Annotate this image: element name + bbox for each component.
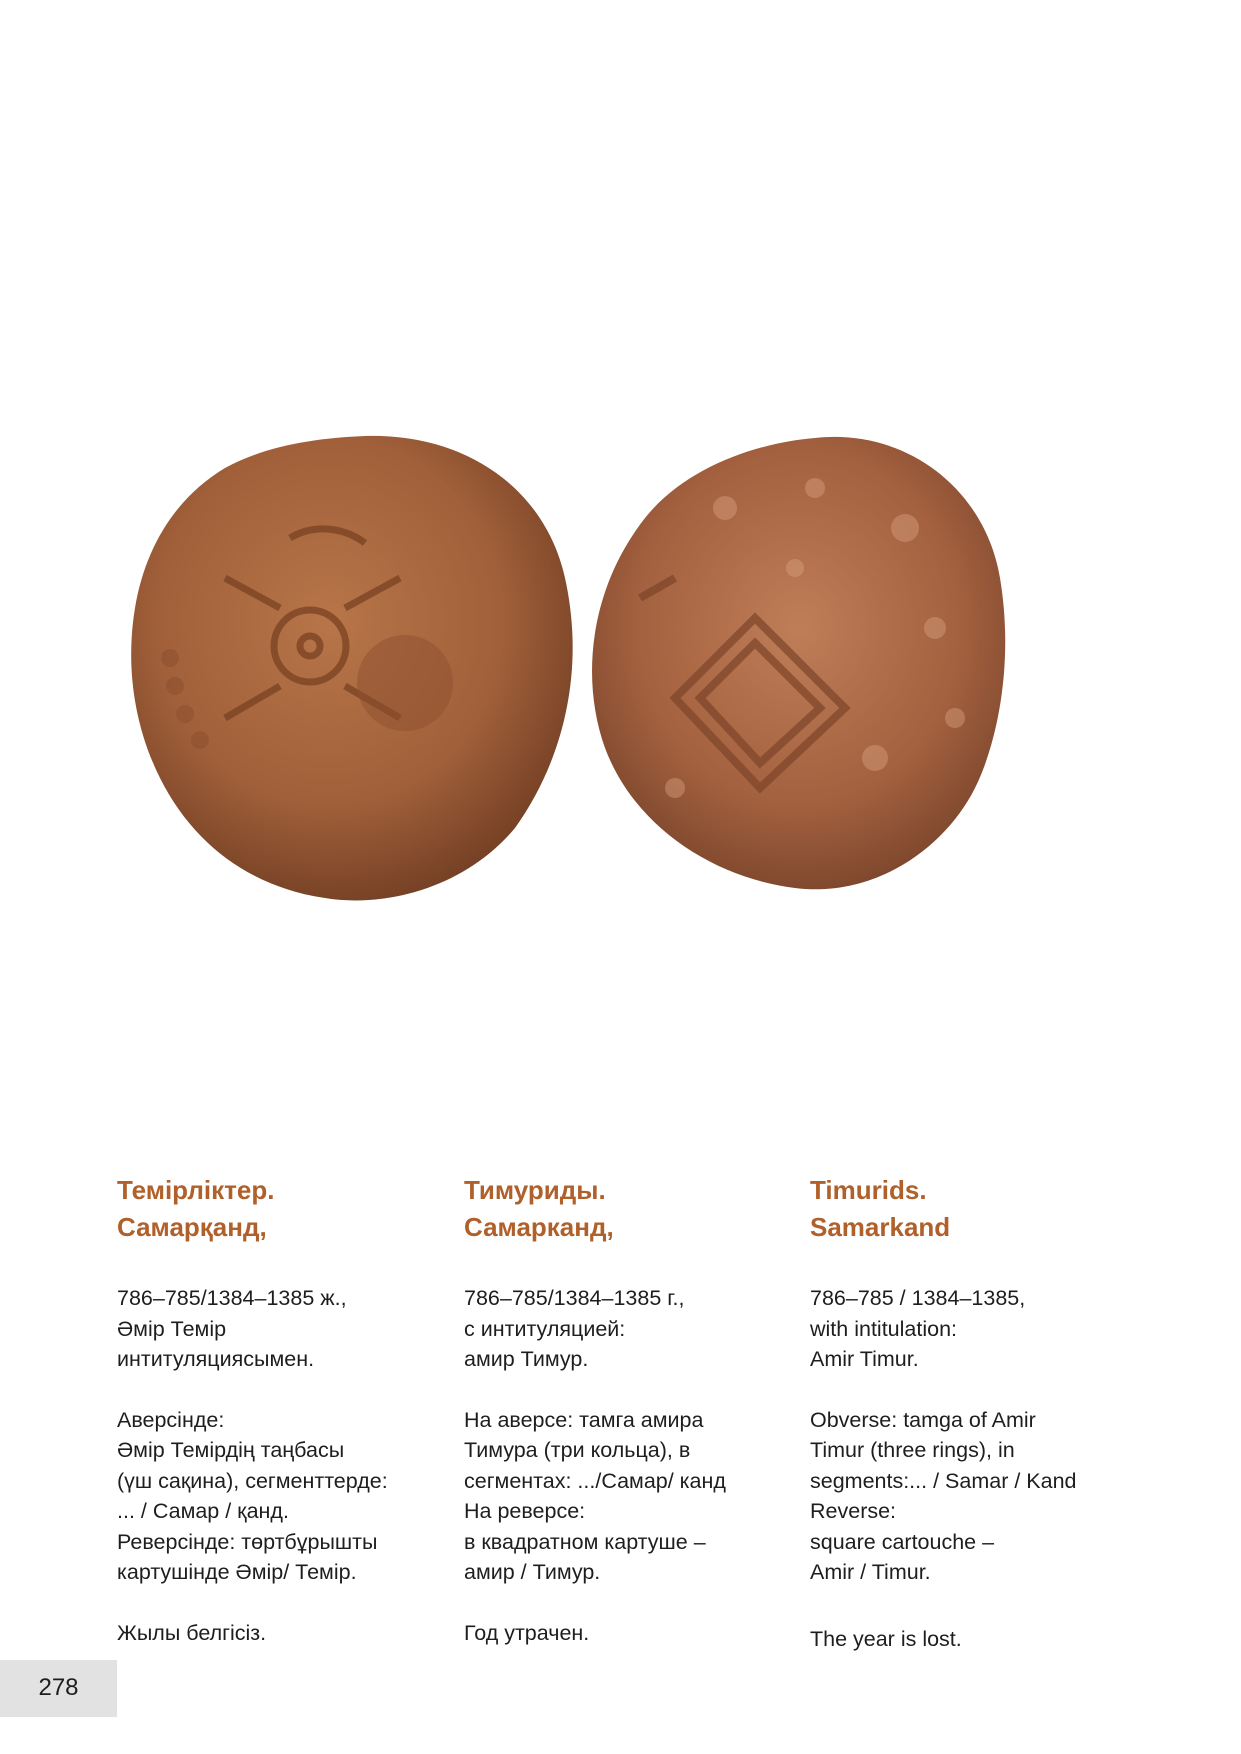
caption-date: 786–785 / 1384–1385, with intitulation: Amir Timur. [810, 1286, 1026, 1371]
page-number: 278 [38, 1674, 79, 1701]
caption-note: Жылы белгісіз. [117, 1620, 267, 1645]
coin-reverse [592, 437, 1005, 889]
caption-description: Obverse: tamga of Amir Timur (three rings), in segments:... / Samar / Kand Reverse: square cartouche – Amir / Timur. [810, 1407, 1077, 1584]
caption-title: Timurids. Samarkand [810, 1175, 951, 1242]
text-column-english [810, 1172, 1140, 1654]
caption-date: 786–785/1384–1385 г., с интитуляцией: амир Тимур. [464, 1286, 685, 1371]
caption-note: Год утрачен. [464, 1620, 590, 1645]
text-column-russian [464, 1172, 794, 1648]
caption-date: 786–785/1384–1385 ж., Әмір Темір интитуляциясымен. [117, 1286, 347, 1371]
coin-photograph [115, 428, 1119, 966]
caption-description: Аверсінде: Әмір Темірдің таңбасы (үш сақина), сегменттерде: ... / Самар / қанд. Реверсінде: төртбұрышты картушінде Әмір/ Темір. [117, 1407, 388, 1584]
text-column-kazakh [117, 1172, 447, 1648]
caption-title: Темірліктер. Самарқанд, [117, 1175, 275, 1242]
caption-title: Тимуриды. Самарканд, [464, 1175, 614, 1242]
coin-obverse [131, 436, 572, 901]
caption-description: На аверсе: тамга амира Тимура (три кольца), в сегментах: .../Самар/ канд На реверсе: в квадратном картуше – амир / Тимур. [464, 1407, 726, 1584]
caption-note: The year is lost. [810, 1626, 962, 1651]
